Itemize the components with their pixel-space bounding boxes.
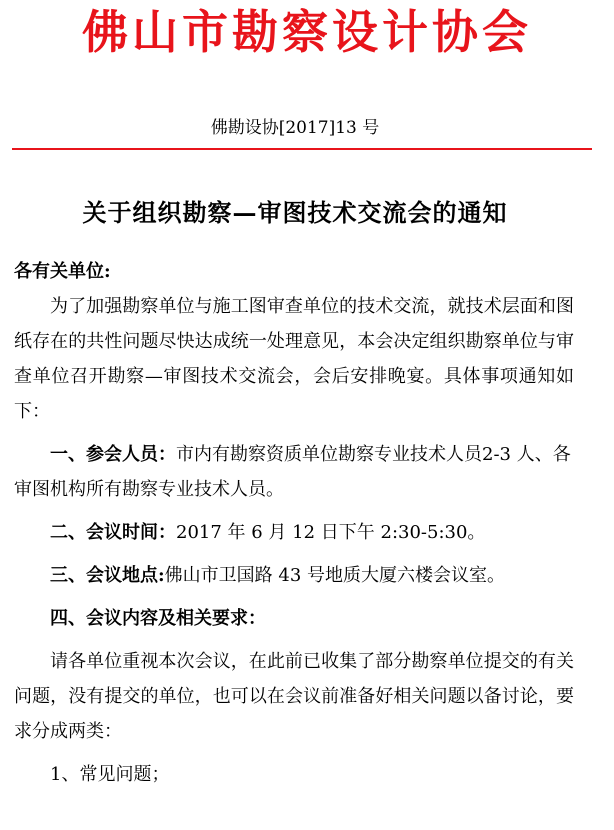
item-content-heading: 四、会议内容及相关要求：: [50, 608, 266, 629]
item-location-text: 佛山市卫国路 43 号地质大厦六楼会议室。: [164, 565, 506, 586]
salutation: 各有关单位:: [14, 261, 111, 282]
item-attendees-heading: 一、参会人员：: [50, 444, 176, 465]
intro-paragraph: 为了加强勘察单位与施工图审查单位的技术交流，就技术层面和图纸存在的共性问题尽快达成统一处理意见，本会决定组织勘察单位与审查单位召开勘察—审图技术交流会，会后安排晚宴。具体事项通知如下：: [14, 296, 574, 422]
org-name-header: 佛山市勘察设计协会: [82, 5, 532, 59]
item-location-heading: 三、会议地点:: [50, 565, 165, 586]
item-attendees-text: 市内有勘察资质单位勘察专业技术人员2-3 人、各审图机构所有勘察专业技术人员。: [14, 444, 571, 500]
item-time-heading: 二、会议时间：: [50, 522, 176, 543]
red-divider-line: [12, 148, 592, 150]
sub-item-common-issues: 1、常见问题；: [50, 764, 170, 785]
item-time-text: 2017 年 6 月 12 日下午 2:30-5:30。: [176, 522, 486, 543]
item-location: [14, 558, 574, 593]
notice-title: 关于组织勘察—审图技术交流会的通知: [82, 198, 508, 227]
item-content: [14, 601, 574, 636]
document-number: 佛勘设协[2017]13 号: [210, 118, 380, 138]
item-attendees: [14, 437, 574, 507]
notice-body: [14, 254, 574, 792]
requirements-paragraph: 请各单位重视本次会议，在此前已收集了部分勘察单位提交的有关问题，没有提交的单位，也可以在会议前准备好相关问题以备讨论，要求分成两类：: [14, 651, 574, 742]
item-time: [14, 515, 574, 550]
